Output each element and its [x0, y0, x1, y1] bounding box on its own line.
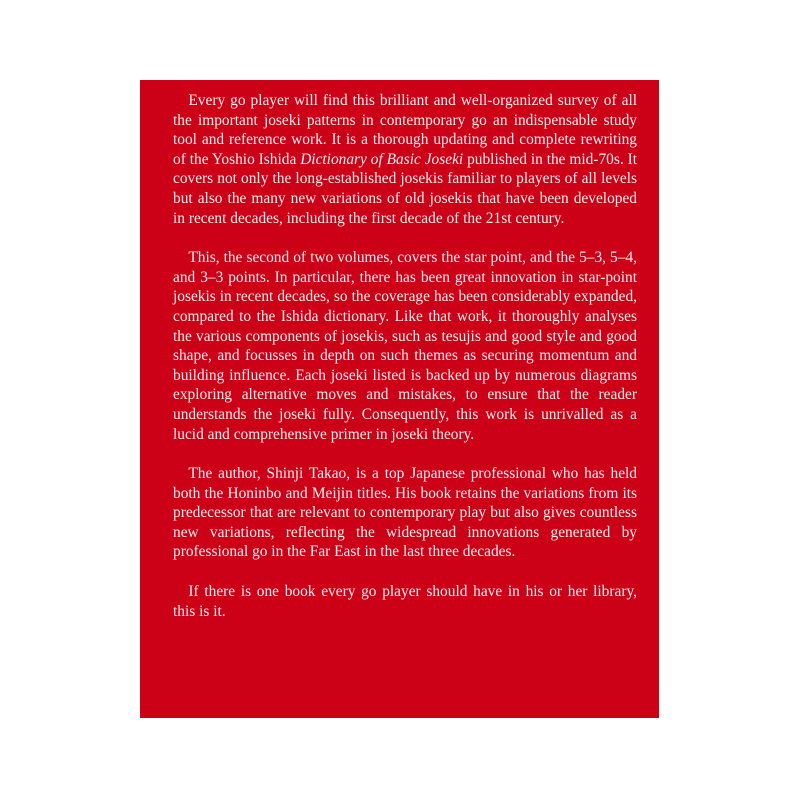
blurb-paragraph-4-text: If there is one book every go player should have in his or her library, this is it. [173, 583, 637, 620]
blurb-paragraph-3-text: The author, Shinji Takao, is a top Japanese professional who has held both the Honinbo and Meijin titles. His book retains the variations from its predecessor that are relevant to contemporary play but also gives countless new variations, reflecting the widespread innovations generated by professional go in the Far East in the last three decades. [173, 465, 637, 561]
blurb-paragraph-2 [173, 248, 637, 444]
blurb-paragraph-1-text-end: published in the mid-70s. It covers not only the long-established josekis familiar to players of all levels but also the many new variations of old josekis that have been developed in recent decades, including the first decade of the 21st century. [173, 150, 637, 227]
blurb-paragraph-1 [173, 91, 637, 228]
back-cover-panel [140, 80, 659, 718]
blurb-paragraph-4 [173, 582, 637, 621]
blurb-paragraph-2-text: This, the second of two volumes, covers the star point, and the 5–3, 5–4, and 3–3 points. In particular, there has been great innovation in star-point josekis in recent decades, so the coverage has been considerably expanded, compared to the Ishida dictionary. Like that work, it thoroughly analyses the various components of josekis, such as tesujis and good style and good shape, and focusses in depth on such themes as securing momentum and building influence. Each joseki listed is backed up by numerous diagrams exploring alternative moves and mistakes, to ensure that the reader understands the joseki fully. Consequently, this work is unrivalled as a lucid and comprehensive primer in joseki theory. [173, 249, 637, 443]
dictionary-title: Dictionary of Basic Joseki [300, 150, 464, 168]
blurb-paragraph-3 [173, 464, 637, 562]
blurb-paragraph-1-text: Every go player will find this brilliant and well-organized survey of all the important joseki patterns in contemporary go an indispensable study tool and reference work. It is a thorough updating and complete rewriting of the Yoshio Ishida [173, 92, 637, 168]
